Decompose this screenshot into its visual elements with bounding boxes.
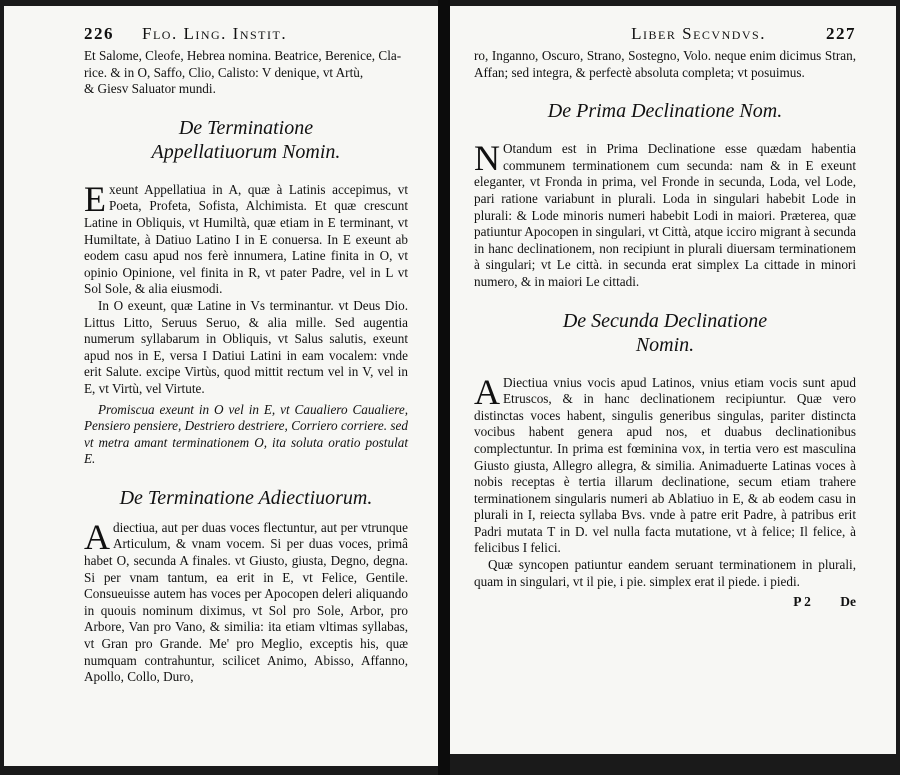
left-intro-line: & Giesv Saluator mundi. bbox=[84, 81, 216, 97]
left-intro-line: rice. & in O, Saffo, Clio, Calisto: V denique, vt Artù, bbox=[84, 64, 364, 80]
dropcap: N bbox=[474, 138, 500, 179]
dropcap: A bbox=[84, 516, 110, 557]
right-paragraph-3: Quæ syncopen patiuntur eandem seruant terminationem in plurali, quam in singulari, vt il pie, i pie. simplex erat il piede. i piedi. bbox=[474, 557, 856, 589]
right-page-number: 227 bbox=[826, 24, 856, 43]
left-intro-line: Et Salome, Cleofe, Hebrea nomina. Beatrice, Berenice, Cla- bbox=[84, 48, 402, 63]
paragraph-text: Diectiua vnius vocis apud Latinos, vnius etiam vocis sunt apud Etruscos, & in hanc declinationem recipiuntur. Quæ vero distinctas voces habent, singulis generibus singulas, pariter distincta vocibus habent genera apud nos, et duabus declinationibus complectuntur. In prima est fœminina vox, in tertia vero est masculina Giusto giusta, Allegro allegra, & similia. Animaduerte Latinas voces à nobis receptas è tertia illarum declinatione, secum etiam trahere terminationem singularis numeri ab Ablatiuo in E, & ab eodem casu in plurali in I, reiecta syllaba Bvs. vnde à patre erit Padre, à patribus erit Padri mutata T in D. vel nulla facta mutatione, vt à felice; Il felice, à felicibus I felici. bbox=[474, 374, 856, 556]
left-running-head bbox=[84, 24, 408, 44]
right-paragraph-2 bbox=[474, 371, 856, 558]
left-page-number: 226 bbox=[84, 24, 114, 43]
paragraph-text: Otandum est in Prima Declinatione esse quædam habentia communem terminationem cum secunda: nam & in E exeunt eleganter, vt Fronda in prima, vel Fronde in secunda, Loda, vel Lode, pari ratione variabunt in plurali. Loda in singulari habebit Lode in plurali: & Lode minoris numeri habebit Lodi in maiori. Præterea, quæ patiuntur Apocopen in singulari, vt Città, atque icciro migrant à secunda in hanc declinationem, non recipiunt in plurali diuersam terminationem à singulari; vt Le città. in secunda erat simplex La cittade in minori numero, & in maiori Le cittadi. bbox=[474, 141, 856, 289]
right-paragraph-1 bbox=[474, 138, 856, 290]
left-heading-adiectiuorum: De Terminatione Adiectiuorum. bbox=[119, 486, 373, 509]
left-paragraph-3: Promiscua exeunt in O vel in E, vt Caualiero Caualiere, Pensiero pensiere, Destriero destriere, Corriero corriere. sed vt metra amant terminationem O, ita soluta oratio postulat E. bbox=[84, 401, 408, 467]
paragraph-text: xeunt Appellatiua in A, quæ à Latinis accepimus, vt Poeta, Profeta, Sofista, Alchimista. Et quæ crescunt Latine in Obliquis, vt Humiltà, quæ etiam in E terminant, vt Humiltate, à Datiuo Latino I in E conuersa. In E exeunt ab eodem casu apud nos ferè innumera, Latine finita in O, vt opinio Opinione, vel finita in R, vt pater Padre, vel in L vt Sol Sole, & alia eiusmodi. bbox=[84, 181, 408, 297]
left-running-title: Flo. Ling. Instit. bbox=[142, 24, 288, 43]
left-paragraph-1 bbox=[84, 178, 408, 298]
book-gutter bbox=[438, 0, 450, 775]
dropcap: E bbox=[84, 178, 106, 219]
right-heading-prima: De Prima Declinatione Nom. bbox=[547, 100, 783, 123]
right-footer bbox=[474, 594, 856, 610]
left-paragraph-2: In O exeunt, quæ Latine in Vs terminantur. vt Deus Dio. Littus Litto, Seruus Seruo, & alia mille. Sed augentia numerum syllabarum in Obliquis, vt Salus salutis, exeunt apud nos in E, versa I Datiui Latini in eam vocalem: vnde erit Salute. excipe Virtùs, quod mittit rectum vel in V, vel in E, vt Virtù, vel Virtute. bbox=[84, 297, 408, 396]
dropcap: A bbox=[474, 371, 500, 412]
left-paragraph-4 bbox=[84, 516, 408, 686]
left-page bbox=[4, 6, 438, 766]
paragraph-text: diectiua, aut per duas voces flectuntur, aut per vtrunque Articulum, & vnam vocem. Si per duas voces, primâ habet O, secunda A finales. vt Giusto, giusta, Degno, degna. Si per vnam tantum, ea erit in E, vt Felice, Gentile. Consueuisse autem has voces per Apocopen deleri aliquando in quouis nominum diximus, vt Sol pro Sole, Arbor, pro Arbore, Van pro Vano, & similia: ita etiam vltimas syllabas, vt Gran pro Grande. Me' pro Meglio, exceptis his, quæ numquam contrahuntur, scilicet Animo, Abisso, Affanno, Apollo, Collo, Duro, bbox=[84, 519, 408, 685]
right-heading-secunda: De Secunda Declinatione Nomin. bbox=[562, 309, 768, 356]
right-page bbox=[450, 6, 896, 754]
right-intro: ro, Inganno, Oscuro, Strano, Sostegno, Volo. neque enim dicimus Stran, Affan; sed integra, & perfectè absoluta completa; vt posuimus. bbox=[474, 48, 856, 80]
right-running-head bbox=[474, 24, 856, 44]
right-running-title: Liber Secvndvs. bbox=[631, 24, 766, 43]
signature-mark: P 2 bbox=[793, 594, 811, 610]
left-heading-appellatiuorum: De Terminatione Appellatiuorum Nomin. bbox=[151, 116, 341, 163]
catchword: De bbox=[840, 594, 856, 610]
